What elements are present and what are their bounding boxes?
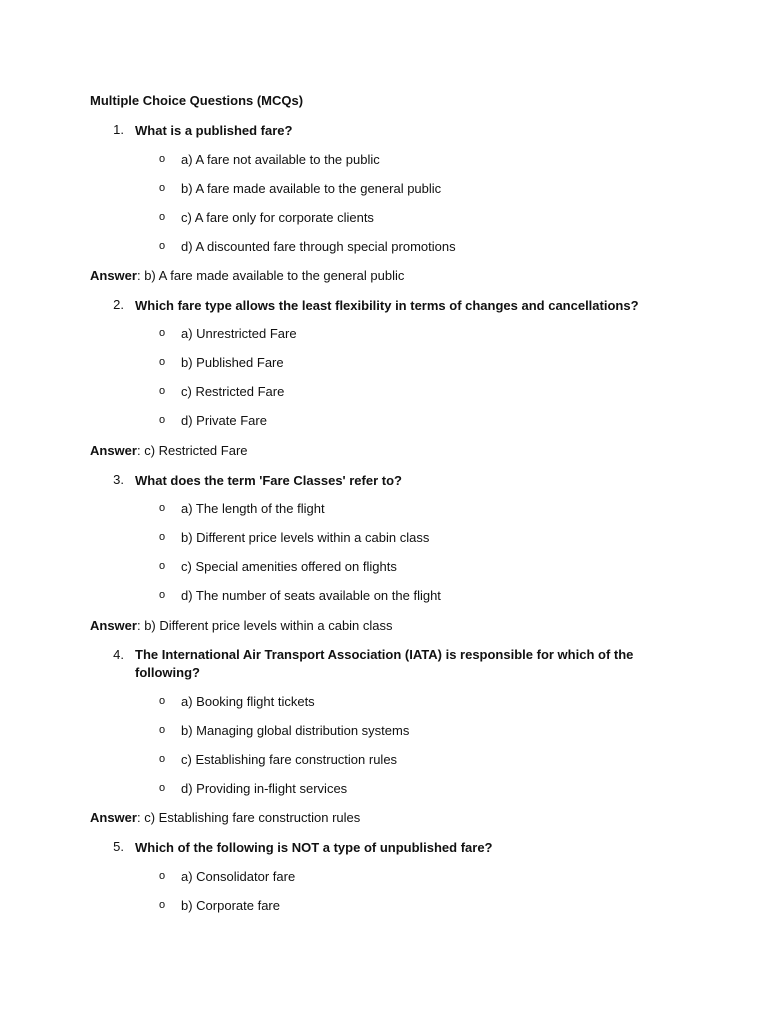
- option-bullet-icon: o: [158, 240, 166, 252]
- question-3-option-d: d) The number of seats available on the flight: [181, 588, 441, 603]
- question-4-option-b: b) Managing global distribution systems: [181, 723, 410, 738]
- answer-value: c) Restricted Fare: [144, 443, 248, 458]
- question-2-text: Which fare type allows the least flexibility in terms of changes and cancellations?: [135, 298, 639, 313]
- option-bullet-icon: o: [158, 327, 166, 339]
- question-5-option-a: a) Consolidator fare: [181, 869, 296, 884]
- option-bullet-icon: o: [158, 724, 166, 736]
- option-bullet-icon: o: [158, 695, 166, 707]
- answer-separator: :: [136, 268, 145, 283]
- question-1-answer: [90, 268, 404, 283]
- option-bullet-icon: o: [158, 211, 166, 223]
- question-2-number: 2.: [113, 297, 124, 312]
- option-bullet-icon: o: [158, 560, 166, 572]
- question-1-option-b: b) A fare made available to the general public: [181, 181, 442, 196]
- option-bullet-icon: o: [158, 870, 166, 882]
- option-bullet-icon: o: [158, 502, 166, 514]
- answer-label: Answer: [90, 618, 137, 633]
- answer-value: b) Different price levels within a cabin class: [144, 618, 393, 633]
- option-bullet-icon: o: [158, 414, 166, 426]
- question-1-number: 1.: [113, 122, 124, 137]
- question-3-answer: [90, 618, 393, 633]
- answer-label: Answer: [90, 443, 137, 458]
- question-1-option-a: a) A fare not available to the public: [181, 152, 380, 167]
- question-2-option-c: c) Restricted Fare: [181, 384, 285, 399]
- option-bullet-icon: o: [158, 385, 166, 397]
- option-bullet-icon: o: [158, 531, 166, 543]
- option-bullet-icon: o: [158, 753, 166, 765]
- question-5-option-b: b) Corporate fare: [181, 898, 280, 913]
- question-2-option-d: d) Private Fare: [181, 413, 267, 428]
- question-1-option-c: c) A fare only for corporate clients: [181, 210, 374, 225]
- option-bullet-icon: o: [158, 589, 166, 601]
- answer-separator: :: [136, 618, 145, 633]
- question-1-option-d: d) A discounted fare through special promotions: [181, 239, 456, 254]
- question-5-text: Which of the following is NOT a type of unpublished fare?: [135, 840, 493, 855]
- question-4-text: The International Air Transport Association (IATA) is responsible for which of the following?: [135, 647, 634, 680]
- option-bullet-icon: o: [158, 356, 166, 368]
- question-4-option-a: a) Booking flight tickets: [181, 694, 315, 709]
- option-bullet-icon: o: [158, 153, 166, 165]
- question-4-number: 4.: [113, 647, 124, 662]
- answer-label: Answer: [90, 268, 137, 283]
- answer-separator: :: [136, 443, 145, 458]
- question-5-number: 5.: [113, 839, 124, 854]
- question-4-option-d: d) Providing in-flight services: [181, 781, 348, 796]
- answer-value: b) A fare made available to the general public: [144, 268, 405, 283]
- question-4-answer: [90, 810, 360, 825]
- option-bullet-icon: o: [158, 899, 166, 911]
- question-2-option-a: a) Unrestricted Fare: [181, 326, 297, 341]
- answer-value: c) Establishing fare construction rules: [144, 810, 361, 825]
- question-3-option-c: c) Special amenities offered on flights: [181, 559, 397, 574]
- question-1-text: What is a published fare?: [135, 123, 293, 138]
- option-bullet-icon: o: [158, 182, 166, 194]
- question-3-text: What does the term 'Fare Classes' refer to?: [135, 473, 402, 488]
- question-2-option-b: b) Published Fare: [181, 355, 284, 370]
- question-4-option-c: c) Establishing fare construction rules: [181, 752, 398, 767]
- question-3-option-a: a) The length of the flight: [181, 501, 325, 516]
- question-2-answer: [90, 443, 248, 458]
- question-3-option-b: b) Different price levels within a cabin class: [181, 530, 430, 545]
- question-3-number: 3.: [113, 472, 124, 487]
- answer-label: Answer: [90, 810, 137, 825]
- option-bullet-icon: o: [158, 782, 166, 794]
- page-title: Multiple Choice Questions (MCQs): [90, 93, 304, 108]
- answer-separator: :: [136, 810, 145, 825]
